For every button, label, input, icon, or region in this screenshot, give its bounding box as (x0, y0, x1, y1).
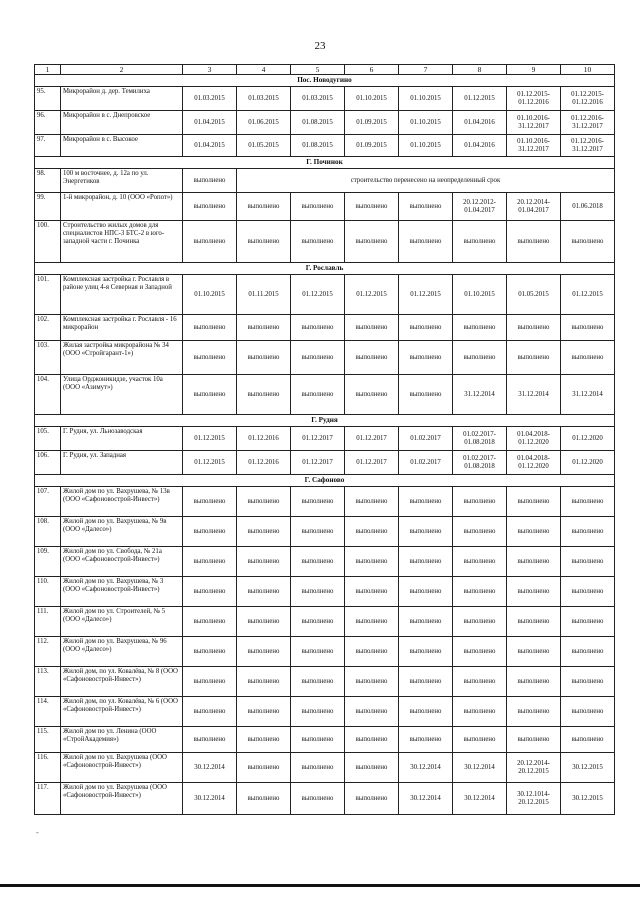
row-number: 111. (35, 607, 61, 637)
table-row (35, 375, 615, 415)
status-cell: 30.12.2014 (399, 753, 453, 783)
table-row (35, 547, 615, 577)
status-cell: выполнено (183, 667, 237, 697)
status-cell: выполнено (453, 637, 507, 667)
status-cell: выполнено (453, 487, 507, 517)
status-cell: выполнено (345, 577, 399, 607)
section-header-row (35, 157, 615, 169)
status-cell: выполнено (291, 577, 345, 607)
status-cell: выполнено (345, 221, 399, 263)
header-cell: 5 (291, 65, 345, 75)
section-title: Пос. Новодугино (35, 75, 615, 87)
status-cell: 01.04.2015 (183, 135, 237, 157)
row-number: 113. (35, 667, 61, 697)
status-cell: выполнено (453, 315, 507, 341)
table-row (35, 487, 615, 517)
object-name: Улица Орджоникидзе, участок 10а (ООО «Азимут») (61, 375, 183, 415)
object-name: Жилой дом по ул. Вахрушева, № 3 (ООО «Сафоновострой-Инвест») (61, 577, 183, 607)
status-cell: выполнено (237, 341, 291, 375)
row-number: 114. (35, 697, 61, 727)
header-cell: 1 (35, 65, 61, 75)
status-cell: выполнено (345, 517, 399, 547)
status-cell: 30.12.2014 (453, 753, 507, 783)
status-cell: 30.12.2014 (183, 783, 237, 815)
status-cell: выполнено (183, 193, 237, 221)
table-row (35, 783, 615, 815)
section-title: Г. Сафоново (35, 475, 615, 487)
status-cell: 01.12.2015 (399, 275, 453, 315)
table-row (35, 341, 615, 375)
status-cell: 01.04.2016 (453, 135, 507, 157)
object-name: 100 м восточнее, д. 12а по ул. Энергетиков (61, 169, 183, 193)
object-name: Комплексная застройка г. Рославля в районе улиц 4-я Северная и Западной (61, 275, 183, 315)
status-cell: 01.12.2016 (237, 451, 291, 475)
status-cell: выполнено (399, 607, 453, 637)
status-cell: 01.04.2018-01.12.2020 (507, 427, 561, 451)
status-cell: выполнено (291, 547, 345, 577)
header-cell: 3 (183, 65, 237, 75)
status-cell: 01.10.2015 (399, 111, 453, 135)
status-cell: выполнено (291, 517, 345, 547)
status-cell: выполнено (345, 637, 399, 667)
status-cell: 01.02.2017-01.08.2018 (453, 427, 507, 451)
object-name: Г. Рудня, ул. Льнозаводская (61, 427, 183, 451)
row-number: 97. (35, 135, 61, 157)
table-row (35, 517, 615, 547)
object-name: Жилой дом по ул. Вахрушева, № 9в (ООО «Далесо») (61, 517, 183, 547)
section-title: Г. Починок (35, 157, 615, 169)
status-cell: 01.02.2017 (399, 427, 453, 451)
status-cell: 20.12.2012-01.04.2017 (453, 193, 507, 221)
table-row (35, 135, 615, 157)
status-cell: выполнено (291, 341, 345, 375)
status-cell: 01.10.2015 (399, 135, 453, 157)
table-row (35, 221, 615, 263)
status-cell: выполнено (453, 577, 507, 607)
section-header-row (35, 415, 615, 427)
row-number: 112. (35, 637, 61, 667)
margin-mark: - (36, 828, 39, 837)
row-number: 116. (35, 753, 61, 783)
object-name: Микрорайон д. дер. Темилиха (61, 87, 183, 111)
row-number: 101. (35, 275, 61, 315)
status-cell: 31.12.2014 (453, 375, 507, 415)
table-row (35, 169, 615, 193)
status-cell: выполнено (183, 547, 237, 577)
row-number: 102. (35, 315, 61, 341)
status-cell: выполнено (183, 169, 237, 193)
status-cell: выполнено (291, 667, 345, 697)
status-cell: выполнено (561, 577, 615, 607)
status-cell: выполнено (399, 193, 453, 221)
object-name: Жилой дом, по ул. Ковалёва, № 6 (ООО «Сафоновострой-Инвест») (61, 697, 183, 727)
status-cell: 01.11.2015 (237, 275, 291, 315)
status-cell: 01.10.2015 (345, 87, 399, 111)
status-cell: выполнено (399, 667, 453, 697)
status-cell: выполнено (237, 783, 291, 815)
table-row (35, 451, 615, 475)
status-cell: выполнено (453, 607, 507, 637)
status-cell: выполнено (561, 547, 615, 577)
construction-schedule-table (34, 64, 615, 815)
status-cell: выполнено (561, 517, 615, 547)
row-number: 117. (35, 783, 61, 815)
status-cell: выполнено (183, 517, 237, 547)
status-cell: выполнено (345, 607, 399, 637)
status-cell: выполнено (345, 783, 399, 815)
status-cell: 01.12.2017 (291, 451, 345, 475)
status-cell: выполнено (561, 637, 615, 667)
header-cell: 8 (453, 65, 507, 75)
status-cell: выполнено (345, 193, 399, 221)
row-number: 103. (35, 341, 61, 375)
status-cell: 01.08.2015 (291, 135, 345, 157)
table-row (35, 637, 615, 667)
status-cell: выполнено (291, 697, 345, 727)
table-header-row (35, 65, 615, 75)
object-name: Строительство жилых домов для специалистов НПС-3 БТС-2 в юго-западной части г. Починка (61, 221, 183, 263)
status-cell: выполнено (291, 315, 345, 341)
status-cell: выполнено (237, 697, 291, 727)
status-cell: выполнено (237, 221, 291, 263)
status-cell: 01.12.2015 (183, 427, 237, 451)
status-cell: 01.10.2015 (453, 275, 507, 315)
status-cell: выполнено (399, 487, 453, 517)
status-cell: выполнено (345, 727, 399, 753)
row-number: 96. (35, 111, 61, 135)
status-cell: 01.12.2020 (561, 427, 615, 451)
status-cell: выполнено (237, 637, 291, 667)
table-row (35, 727, 615, 753)
bottom-rule (0, 884, 640, 887)
object-name: Г. Рудня, ул. Западная (61, 451, 183, 475)
status-cell: выполнено (561, 221, 615, 263)
status-cell: выполнено (399, 221, 453, 263)
status-cell: 01.12.2016-31.12.2017 (561, 135, 615, 157)
status-cell: выполнено (399, 547, 453, 577)
status-cell: 01.10.2015 (399, 87, 453, 111)
status-cell: выполнено (183, 607, 237, 637)
status-cell: выполнено (183, 697, 237, 727)
status-cell: выполнено (291, 221, 345, 263)
status-cell: выполнено (507, 667, 561, 697)
status-cell: выполнено (561, 487, 615, 517)
status-cell: выполнено (561, 341, 615, 375)
page-number: 23 (314, 40, 326, 52)
status-cell: выполнено (237, 577, 291, 607)
status-cell: выполнено (345, 667, 399, 697)
row-number: 106. (35, 451, 61, 475)
status-cell: выполнено (237, 193, 291, 221)
status-cell: выполнено (507, 727, 561, 753)
status-cell: выполнено (345, 315, 399, 341)
status-cell: выполнено (399, 375, 453, 415)
status-cell: 01.05.2015 (237, 135, 291, 157)
status-cell: 01.12.2015 (345, 275, 399, 315)
status-cell: выполнено (507, 697, 561, 727)
header-cell: 7 (399, 65, 453, 75)
status-cell: выполнено (561, 315, 615, 341)
status-cell: 01.09.2015 (345, 135, 399, 157)
status-cell: выполнено (399, 697, 453, 727)
status-cell: выполнено (291, 375, 345, 415)
object-name: Микрорайон в с. Высокое (61, 135, 183, 157)
status-cell: 30.12.2014 (399, 783, 453, 815)
status-cell: 30.12.2014 (183, 753, 237, 783)
row-number: 104. (35, 375, 61, 415)
section-title: Г. Рудня (35, 415, 615, 427)
row-number: 115. (35, 727, 61, 753)
status-cell: выполнено (291, 727, 345, 753)
status-cell: выполнено (237, 667, 291, 697)
status-cell: выполнено (183, 375, 237, 415)
status-cell: выполнено (507, 517, 561, 547)
row-number: 107. (35, 487, 61, 517)
status-cell: выполнено (399, 727, 453, 753)
row-number: 109. (35, 547, 61, 577)
object-name: Жилая застройка микрорайона № 34 (ООО «Стройгарант-1») (61, 341, 183, 375)
status-cell: выполнено (183, 341, 237, 375)
status-cell: 20.12.2014-20.12.2015 (507, 753, 561, 783)
object-name: 1-й микрорайон, д. 10 (ООО «Ропот») (61, 193, 183, 221)
status-cell: выполнено (291, 607, 345, 637)
status-cell: выполнено (561, 667, 615, 697)
status-cell: 01.05.2015 (507, 275, 561, 315)
status-cell: выполнено (345, 697, 399, 727)
status-cell: выполнено (237, 547, 291, 577)
object-name: Жилой дом по ул. Вахрушева (ООО «Сафоновострой-Инвест») (61, 783, 183, 815)
status-cell: выполнено (183, 637, 237, 667)
status-cell: 01.04.2016 (453, 111, 507, 135)
object-name: Жилой дом по ул. Вахрушева, № 96 (ООО «Далесо») (61, 637, 183, 667)
row-number: 110. (35, 577, 61, 607)
row-number: 108. (35, 517, 61, 547)
table-row (35, 667, 615, 697)
status-cell: 01.06.2018 (561, 193, 615, 221)
status-cell: 01.12.2020 (561, 451, 615, 475)
table-row (35, 607, 615, 637)
status-cell: выполнено (345, 547, 399, 577)
status-cell: выполнено (291, 637, 345, 667)
status-cell: выполнено (507, 341, 561, 375)
status-cell: выполнено (507, 607, 561, 637)
table-row (35, 87, 615, 111)
table-row (35, 275, 615, 315)
table-row (35, 753, 615, 783)
row-number: 100. (35, 221, 61, 263)
status-cell: выполнено (453, 697, 507, 727)
status-cell: выполнено (183, 221, 237, 263)
object-name: Жилой дом по ул. Вахрушева (ООО «Сафоновострой-Инвест») (61, 753, 183, 783)
status-cell: выполнено (507, 577, 561, 607)
status-cell: выполнено (399, 517, 453, 547)
object-name: Жилой дом по ул. Вахрушева, № 13в (ООО «Сафоновострой-Инвест») (61, 487, 183, 517)
status-cell: выполнено (183, 487, 237, 517)
status-cell: 01.09.2015 (345, 111, 399, 135)
status-cell: выполнено (183, 727, 237, 753)
table-row (35, 193, 615, 221)
status-cell: 01.12.2015 (291, 275, 345, 315)
status-cell: выполнено (237, 375, 291, 415)
section-title: Г. Рославль (35, 263, 615, 275)
row-number: 95. (35, 87, 61, 111)
object-name: Жилой дом, по ул. Ковалёва, № 8 (ООО «Сафоновострой-Инвест») (61, 667, 183, 697)
status-cell: выполнено (561, 607, 615, 637)
status-cell: 01.12.2015-01.12.2016 (507, 87, 561, 111)
status-cell: выполнено (345, 753, 399, 783)
object-name: Комплексная застройка г. Рославля - 16 микрорайон (61, 315, 183, 341)
status-cell: выполнено (561, 727, 615, 753)
status-cell: 01.12.2015 (183, 451, 237, 475)
status-cell: выполнено (345, 341, 399, 375)
status-cell: 01.12.2017 (345, 427, 399, 451)
row-number: 98. (35, 169, 61, 193)
status-cell: выполнено (399, 577, 453, 607)
status-cell: 01.04.2018-01.12.2020 (507, 451, 561, 475)
status-cell: выполнено (291, 783, 345, 815)
section-header-row (35, 263, 615, 275)
row-number: 99. (35, 193, 61, 221)
status-cell: 01.03.2015 (183, 87, 237, 111)
status-cell: выполнено (507, 487, 561, 517)
object-name: Жилой дом по ул. Ленина (ООО «СтройАкадемия») (61, 727, 183, 753)
table-row (35, 697, 615, 727)
status-cell: 30.12.2015 (561, 753, 615, 783)
status-cell: выполнено (399, 315, 453, 341)
status-cell: выполнено (507, 547, 561, 577)
status-cell: 31.12.2014 (561, 375, 615, 415)
status-cell: 01.02.2017 (399, 451, 453, 475)
status-cell: выполнено (453, 727, 507, 753)
header-cell: 9 (507, 65, 561, 75)
status-cell: выполнено (237, 753, 291, 783)
status-cell: выполнено (183, 315, 237, 341)
status-cell: выполнено (453, 221, 507, 263)
status-cell: 30.12.2014 (453, 783, 507, 815)
status-cell: выполнено (291, 487, 345, 517)
table-row (35, 111, 615, 135)
table-row (35, 577, 615, 607)
status-cell: выполнено (561, 697, 615, 727)
status-cell: 01.12.2015 (453, 87, 507, 111)
status-cell: выполнено (345, 487, 399, 517)
status-cell: выполнено (183, 577, 237, 607)
status-cell: 30.12.1014-20.12.2015 (507, 783, 561, 815)
status-cell: 01.02.2017-01.08.2018 (453, 451, 507, 475)
status-cell: выполнено (291, 193, 345, 221)
status-cell: 01.12.2015-01.12.2016 (561, 87, 615, 111)
status-cell: выполнено (507, 637, 561, 667)
status-cell: 01.04.2015 (183, 111, 237, 135)
section-header-row (35, 475, 615, 487)
status-cell: выполнено (453, 667, 507, 697)
status-cell: выполнено (237, 727, 291, 753)
status-cell: 01.10.2016-31.12.2017 (507, 135, 561, 157)
status-cell: выполнено (237, 517, 291, 547)
header-cell: 2 (61, 65, 183, 75)
status-cell: выполнено (453, 517, 507, 547)
status-cell: выполнено (507, 221, 561, 263)
status-cell: 01.12.2015 (561, 275, 615, 315)
table-row (35, 427, 615, 451)
status-cell: 01.12.2016-31.12.2017 (561, 111, 615, 135)
section-header-row (35, 75, 615, 87)
status-cell: выполнено (453, 547, 507, 577)
object-name: Микрорайон в с. Днепровское (61, 111, 183, 135)
status-cell: выполнено (237, 487, 291, 517)
status-cell: 31.12.2014 (507, 375, 561, 415)
status-cell: 01.10.2016-31.12.2017 (507, 111, 561, 135)
row-number: 105. (35, 427, 61, 451)
status-cell: 01.03.2015 (237, 87, 291, 111)
object-name: Жилой дом по ул. Строителей, № 5 (ООО «Далесо») (61, 607, 183, 637)
status-cell: выполнено (237, 315, 291, 341)
status-cell: выполнено (237, 607, 291, 637)
status-cell: выполнено (399, 341, 453, 375)
object-name: Жилой дом по ул. Свобода, № 21а (ООО «Сафоновострой-Инвест») (61, 547, 183, 577)
status-cell: 20.12.2014-01.04.2017 (507, 193, 561, 221)
header-cell: 6 (345, 65, 399, 75)
merged-note-cell: строительство перенесено на неопределенный срок (237, 169, 615, 193)
header-cell: 4 (237, 65, 291, 75)
table-row (35, 315, 615, 341)
status-cell: 01.03.2015 (291, 87, 345, 111)
header-cell: 10 (561, 65, 615, 75)
status-cell: выполнено (399, 637, 453, 667)
status-cell: выполнено (345, 375, 399, 415)
status-cell: 01.12.2017 (345, 451, 399, 475)
status-cell: 01.12.2017 (291, 427, 345, 451)
status-cell: 30.12.2015 (561, 783, 615, 815)
status-cell: 01.06.2015 (237, 111, 291, 135)
status-cell: 01.12.2016 (237, 427, 291, 451)
status-cell: выполнено (291, 753, 345, 783)
status-cell: 01.08.2015 (291, 111, 345, 135)
status-cell: 01.10.2015 (183, 275, 237, 315)
status-cell: выполнено (507, 315, 561, 341)
status-cell: выполнено (453, 341, 507, 375)
